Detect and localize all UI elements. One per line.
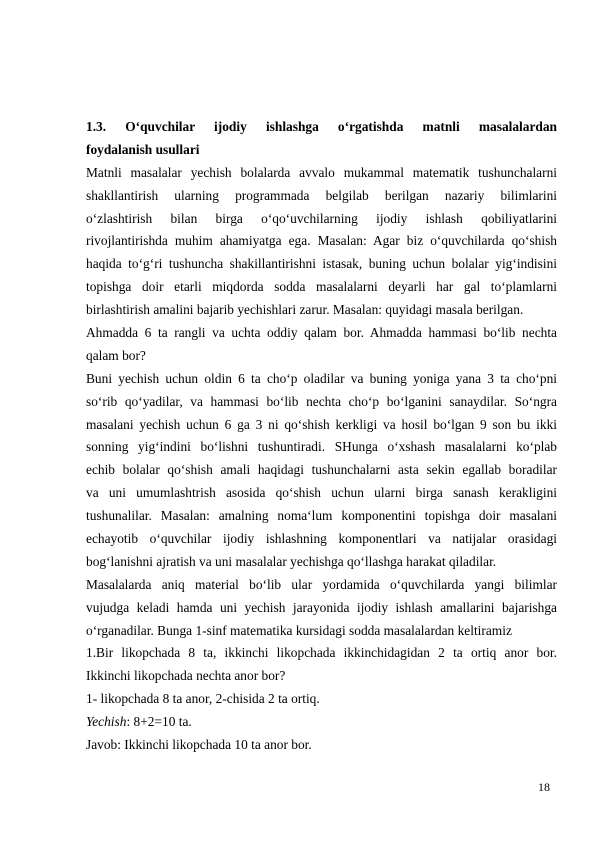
problem-given: 1- likopchada 8 ta anor, 2-chisida 2 ta ortiq. (86, 691, 320, 707)
text-line: topishga doir etarli miqdorda sodda masalalarni deyarli har gal to‘plamlarni (86, 279, 557, 295)
problem-answer: Javob: Ikkinchi likopchada 10 ta anor bor. (86, 737, 312, 753)
solution-label: Yechish (86, 714, 127, 730)
text-line: birlashtirish amalini bajarib yechishlari zarur. Masalan: quyidagi masala berilgan. (86, 302, 524, 318)
text-line: masalani yechish uchun 6 ga 3 ni qo‘shish kerkligi va hosil bo‘lgan 9 son bu ikki (86, 416, 557, 432)
text-line: haqida to‘g‘ri tushuncha shakillantirishni istasak, buning uchun bolalar yig‘indisini (86, 256, 557, 272)
section-heading-continued: foydalanish usullari (86, 141, 200, 157)
text-line: Ahmadda 6 ta rangli va uchta oddiy qalam bor. Ahmadda hammasi bo‘lib nechta (86, 325, 557, 341)
text-line: 1.Bir likopchada 8 ta, ikkinchi likopchada ikkinchidagidan 2 ta ortiq anor bor. (86, 645, 557, 661)
text-line: qalam bor? (86, 347, 146, 363)
text-line: vujudga keladi hamda uni yechish jarayonida ijodiy ishlash amallarini bajarishga (86, 599, 557, 615)
section-heading: 1.3. O‘quvchilar ijodiy ishlashga o‘rgatishda matnli masalalardan (86, 119, 557, 134)
page-number: 18 (538, 780, 550, 794)
text-line: tushunalilar. Masalan: amalning noma‘lum komponentini topishga doir masalani (86, 508, 557, 524)
paragraph-materials (86, 574, 557, 643)
paragraph-intro (86, 162, 557, 322)
problem-solution (86, 711, 557, 734)
text-line: Ikkinchi likopchada nechta anor bor? (86, 668, 286, 684)
text-line: va uni umumlashtrish asosida qo‘shish uchun ularni birga sanash kerakligini (86, 485, 557, 501)
text-line: echib bolalar qo‘shish amali haqidagi tushunchalarni asta sekin egallab boradilar (86, 462, 557, 478)
page-body (86, 116, 557, 757)
text-line: o‘rganadilar. Bunga 1-sinf matematika kursidagi sodda masalalardan keltiramiz (86, 622, 512, 638)
text-line: Matnli masalalar yechish bolalarda avvalo mukammal matematik tushunchalarni (86, 164, 557, 180)
text-line: rivojlantirishda muhim ahamiyatga ega. Masalan: Agar biz o‘quvchilarda qo‘shish (86, 233, 557, 249)
text-line: echayotib o‘quvchilar ijodiy ishlashning komponentlari va natijalar orasidagi (86, 531, 557, 547)
text-line: Masalalarda aniq material bo‘lib ular yordamida o‘quvchilarda yangi bilimlar (86, 576, 557, 592)
paragraph-example-question (86, 322, 557, 368)
text-line: so‘rib qo‘yadilar, va hammasi bo‘lib nechta cho‘p bo‘lganini sanaydilar. So‘ngra (86, 393, 557, 409)
solution-text: : 8+2=10 ta. (126, 714, 192, 730)
text-line: bog‘lanishni ajratish va uni masalalar yechishga qo‘llashga harakat qiladilar. (86, 553, 497, 569)
text-line: sonning yig‘indini bo‘lishni tushuntiradi. SHunga o‘xshash masalalarni ko‘plab (86, 439, 557, 455)
text-line: o‘zlashtirish bilan birga o‘qo‘uvchilarning ijodiy ishlash qobiliyatlarini (86, 210, 557, 226)
text-line: Buni yechish uchun oldin 6 ta cho‘p oladilar va buning yoniga yana 3 ta cho‘pni (86, 370, 557, 386)
text-line: shakllantirish ularning programmada belgilab berilgan nazariy bilimlarini (86, 187, 557, 203)
paragraph-explanation (86, 368, 557, 574)
paragraph-problem-statement (86, 642, 557, 688)
